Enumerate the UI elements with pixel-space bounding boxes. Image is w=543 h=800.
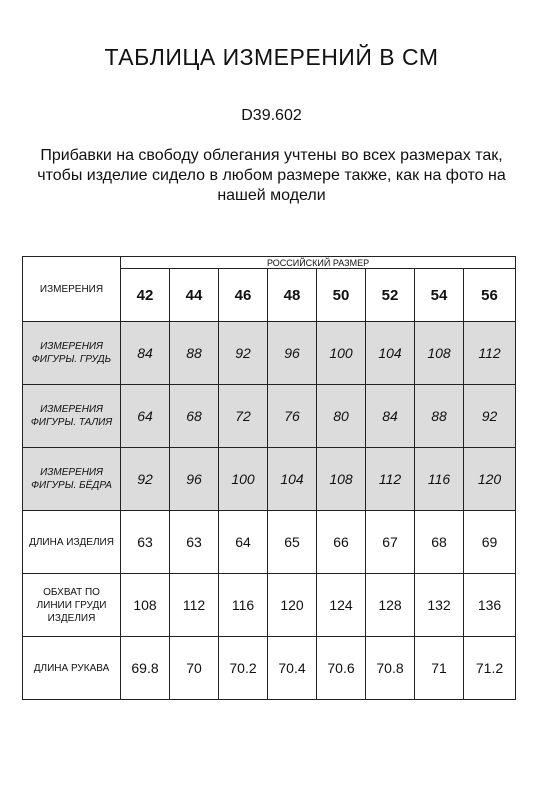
table-cell: 63 (121, 511, 170, 574)
table-cell: 116 (415, 448, 464, 511)
table-cell: 72 (219, 385, 268, 448)
size-header-cell: 42 (121, 269, 170, 322)
page-title: ТАБЛИЦА ИЗМЕРЕНИЙ В СМ (104, 44, 439, 70)
table-cell: 120 (268, 574, 317, 637)
table-cell: 108 (121, 574, 170, 637)
table-cell: 100 (317, 322, 366, 385)
table-cell: 70.6 (317, 637, 366, 700)
table-cell: 136 (464, 574, 516, 637)
size-table (22, 256, 516, 700)
table-row (23, 574, 516, 637)
table-row (23, 385, 516, 448)
size-header-cell: 50 (317, 269, 366, 322)
table-row (23, 637, 516, 700)
table-cell: 68 (415, 511, 464, 574)
table-cell: 112 (464, 322, 516, 385)
table-cell: 71.2 (464, 637, 516, 700)
size-header-cell: 46 (219, 269, 268, 322)
row-label: ИЗМЕРЕНИЯ ФИГУРЫ. БЁДРА (23, 448, 121, 511)
row-label: ДЛИНА ИЗДЕЛИЯ (23, 511, 121, 574)
table-cell: 112 (366, 448, 415, 511)
table-cell: 92 (219, 322, 268, 385)
table-cell: 65 (268, 511, 317, 574)
table-cell: 120 (464, 448, 516, 511)
table-cell: 70.4 (268, 637, 317, 700)
fit-note: Прибавки на свободу облегания учтены во всех размерах так, чтобы изделие сидело в любом размере также, как на фото на нашей модели (37, 147, 506, 204)
table-cell: 70 (170, 637, 219, 700)
table-cell: 88 (415, 385, 464, 448)
size-header-cell: 48 (268, 269, 317, 322)
table-cell: 63 (170, 511, 219, 574)
product-code: D39.602 (241, 107, 302, 124)
table-cell: 132 (415, 574, 464, 637)
table-cell: 70.8 (366, 637, 415, 700)
table-cell: 76 (268, 385, 317, 448)
table-cell: 100 (219, 448, 268, 511)
table-row (23, 448, 516, 511)
table-cell: 70.2 (219, 637, 268, 700)
table-cell: 84 (121, 322, 170, 385)
table-cell: 66 (317, 511, 366, 574)
table-cell: 69 (464, 511, 516, 574)
row-label: ИЗМЕРЕНИЯ ФИГУРЫ. ГРУДЬ (23, 322, 121, 385)
table-row (23, 322, 516, 385)
table-cell: 124 (317, 574, 366, 637)
table-cell: 104 (366, 322, 415, 385)
table-cell: 92 (464, 385, 516, 448)
table-cell: 68 (170, 385, 219, 448)
table-cell: 104 (268, 448, 317, 511)
table-cell: 96 (170, 448, 219, 511)
table-cell: 128 (366, 574, 415, 637)
table-row (23, 511, 516, 574)
table-cell: 108 (317, 448, 366, 511)
table-cell: 84 (366, 385, 415, 448)
size-header-cell: 54 (415, 269, 464, 322)
measurements-header: ИЗМЕРЕНИЯ (23, 257, 121, 322)
table-cell: 67 (366, 511, 415, 574)
table-cell: 116 (219, 574, 268, 637)
row-label: ДЛИНА РУКАВА (23, 637, 121, 700)
row-label: ИЗМЕРЕНИЯ ФИГУРЫ. ТАЛИЯ (23, 385, 121, 448)
table-cell: 96 (268, 322, 317, 385)
russian-size-header: РОССИЙСКИЙ РАЗМЕР (121, 257, 516, 269)
size-header-cell: 44 (170, 269, 219, 322)
table-cell: 80 (317, 385, 366, 448)
table-cell: 112 (170, 574, 219, 637)
table-cell: 64 (219, 511, 268, 574)
table-cell: 88 (170, 322, 219, 385)
table-cell: 64 (121, 385, 170, 448)
table-cell: 71 (415, 637, 464, 700)
row-label: ОБХВАТ ПО ЛИНИИ ГРУДИ ИЗДЕЛИЯ (23, 574, 121, 637)
size-header-cell: 56 (464, 269, 516, 322)
table-cell: 69.8 (121, 637, 170, 700)
table-cell: 92 (121, 448, 170, 511)
size-header-cell: 52 (366, 269, 415, 322)
table-cell: 108 (415, 322, 464, 385)
